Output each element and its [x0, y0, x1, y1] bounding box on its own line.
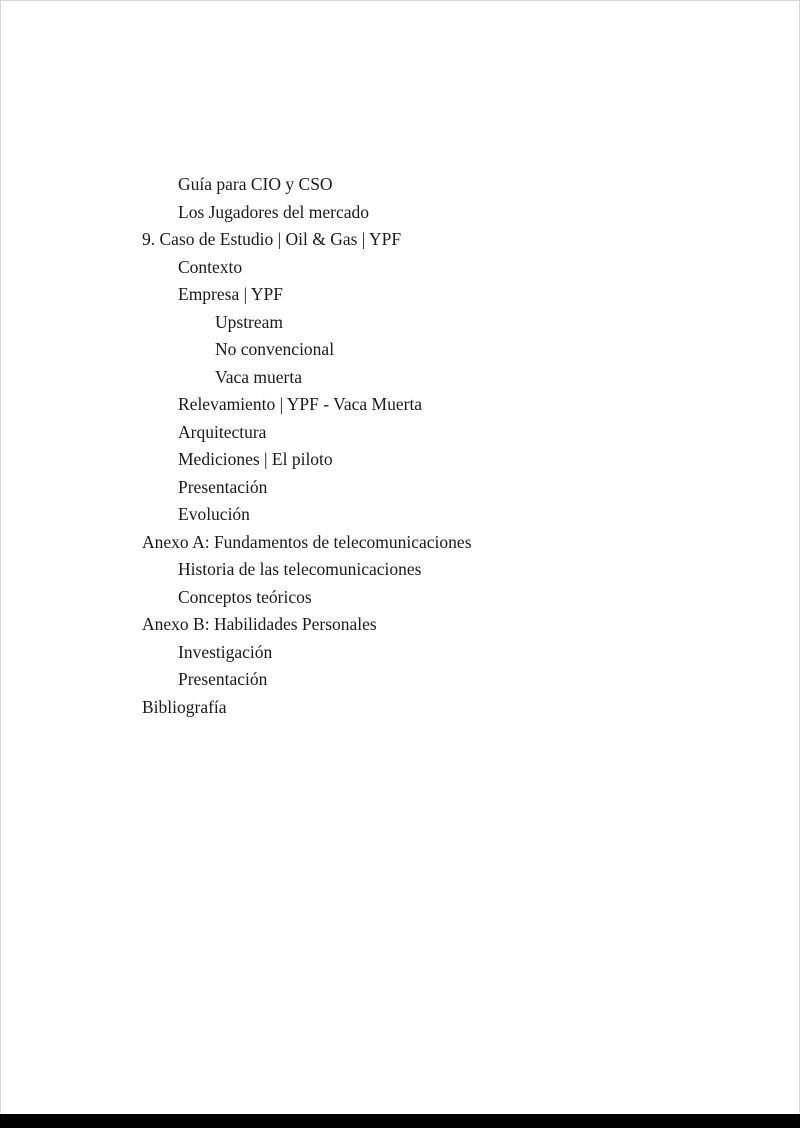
toc-entry[interactable]: Presentación [178, 476, 268, 497]
toc-entry[interactable]: Mediciones | El piloto [178, 449, 333, 469]
toc-entry[interactable]: Empresa | YPF [178, 284, 283, 304]
toc-entry[interactable]: Anexo B: Habilidades Personales [142, 614, 377, 634]
toc-entry[interactable]: Vaca muerta [215, 366, 302, 387]
table-of-contents [142, 171, 472, 721]
toc-entry[interactable]: Presentación [178, 669, 268, 689]
toc-entry[interactable]: No convencional [215, 339, 335, 359]
toc-entry[interactable]: 9. Caso de Estudio | Oil & Gas | YPF [142, 229, 402, 249]
toc-entry[interactable]: Contexto [178, 256, 243, 277]
toc-entry[interactable]: Evolución [178, 504, 250, 524]
bottom-bar [0, 1114, 800, 1128]
toc-entry[interactable]: Arquitectura [178, 421, 267, 442]
toc-entry[interactable]: Guía para CIO y CSO [178, 174, 333, 194]
toc-entry[interactable]: Anexo A: Fundamentos de telecomunicaciones [142, 531, 472, 552]
toc-entry[interactable]: Los Jugadores del mercado [178, 201, 369, 222]
toc-entry[interactable]: Investigación [178, 641, 273, 662]
toc-entry[interactable]: Relevamiento | YPF - Vaca Muerta [178, 394, 423, 414]
toc-entry[interactable]: Bibliografía [142, 696, 227, 717]
toc-entry[interactable]: Historia de las telecomunicaciones [178, 559, 422, 579]
toc-entry[interactable]: Conceptos teóricos [178, 586, 312, 607]
toc-entry[interactable]: Upstream [215, 311, 284, 332]
